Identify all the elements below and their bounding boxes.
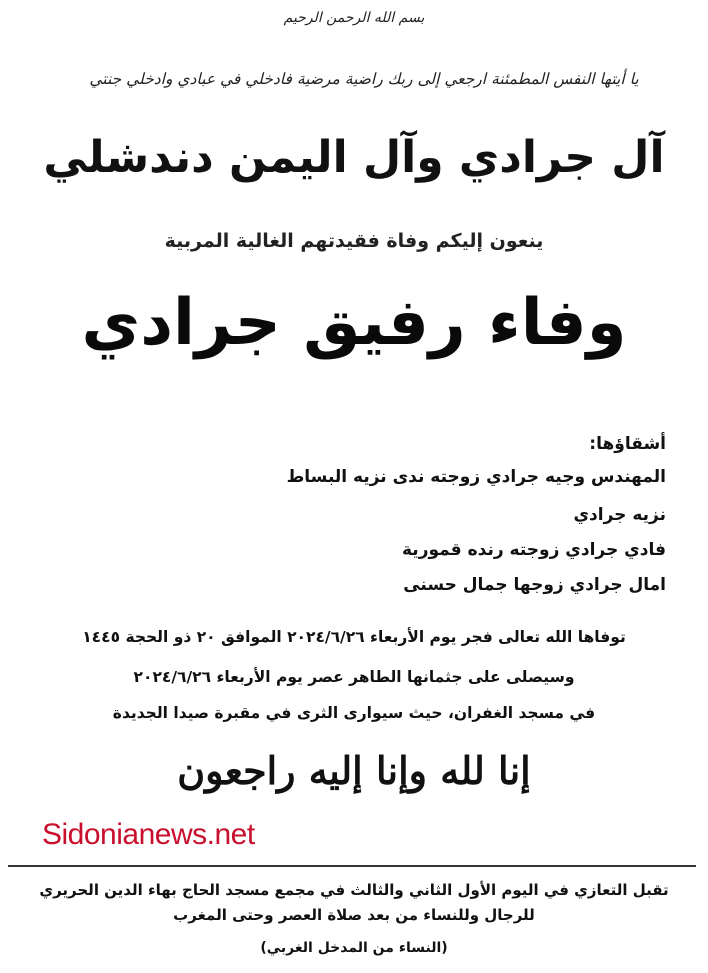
deceased-name: وفاء رفيق جرادي: [81, 286, 627, 360]
calligraphy-verse: إنا لله وإنا إليه راجعون: [177, 748, 531, 793]
condolences-line: تقبل التعازي في اليوم الأول الثاني والثالث في مجمع مسجد الحاج بهاء الدين الحريري: [39, 881, 669, 899]
sibling-item: فادي جرادي زوجته رنده قمورية: [402, 540, 666, 560]
sibling-item: نزيه جرادي: [573, 505, 666, 525]
sibling-item: المهندس وجيه جرادي زوجته ندى نزيه البساط: [286, 467, 666, 487]
divider-line: [8, 865, 696, 867]
families-title: آل جرادي وآل اليمن دندشلي: [43, 132, 665, 183]
watermark: Sidonianews.net: [42, 818, 255, 851]
death-notice-line: وسيصلى على جثمانها الطاهر عصر يوم الأربعاء ٢٠٢٤/٦/٢٦: [133, 668, 575, 686]
sibling-item: امال جرادي زوجها جمال حسنى: [403, 575, 666, 595]
mourning-line: ينعون إليكم وفاة فقيدتهم الغالية المربية: [164, 230, 544, 252]
siblings-label: أشقاؤها:: [589, 434, 666, 454]
death-notice-line: توفاها الله تعالى فجر يوم الأربعاء ٢٠٢٤/٦/٢٦ الموافق ٢٠ ذو الحجة ١٤٤٥: [82, 628, 626, 646]
quran-verse: يا أيتها النفس المطمئنة ارجعي إلى ربك راضية مرضية فادخلي في عبادي وادخلي جنتي: [89, 70, 639, 88]
basmala-header: بسم الله الرحمن الرحيم: [283, 10, 425, 26]
condolences-line: للرجال وللنساء من بعد صلاة العصر وحتى المغرب: [173, 906, 535, 924]
condolences-note: (النساء من المدخل الغربي): [260, 940, 448, 956]
death-notice-line: في مسجد الغفران، حيث سيوارى الثرى في مقبرة صيدا الجديدة: [112, 704, 596, 722]
